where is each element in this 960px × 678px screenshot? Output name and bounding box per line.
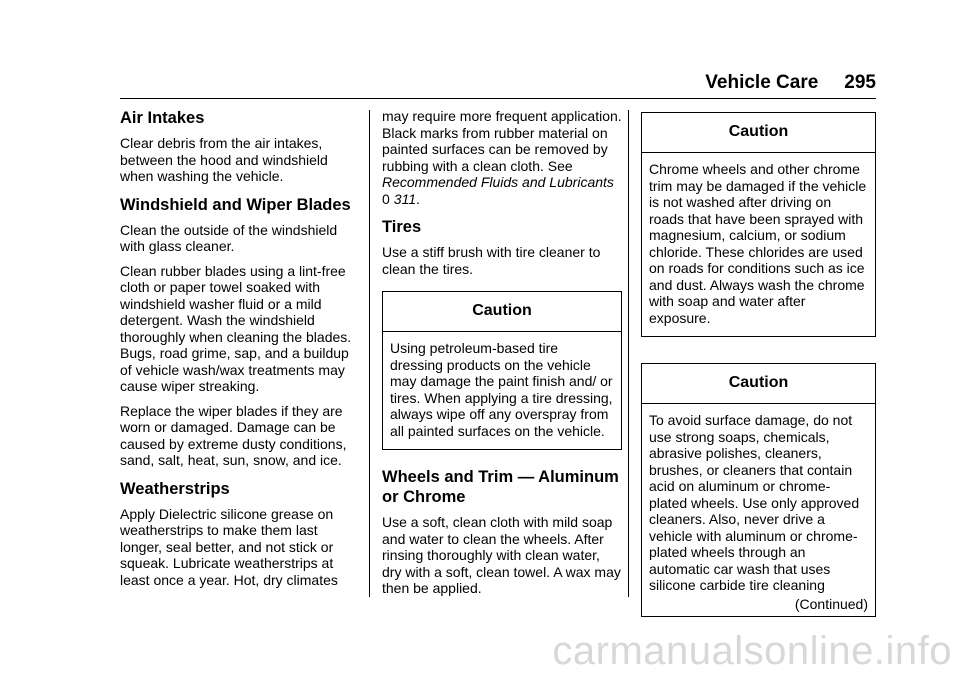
- air-intakes-text: Clear debris from the air intakes, between the hood and windshield when washing the vehicle.: [120, 135, 328, 184]
- wipers-paragraph-2: Clean rubber blades using a lint-free cloth or paper towel soaked with windshield washer fluid or a mild detergent. Wash the windshield thoroughly when cleaning the blades. Bugs, road grime, sap, and a buildup of vehicle wash/wax treatments may cause wiper streaking.: [120, 262, 352, 394]
- heading-wiper-blades: Windshield and Wiper Blades: [120, 195, 351, 214]
- caution-text: Using petroleum-based tire dressing products on the vehicle may damage the paint finish and/ or tires. When applying a tire dressing, always wipe off any overspray from all painted surfaces on the vehicle.: [390, 340, 613, 439]
- cross-reference-link[interactable]: Recommended Fluids and Lubricants: [382, 174, 614, 190]
- column-3: [641, 108, 876, 617]
- column-divider-2: [628, 110, 629, 597]
- caution-title: Caution: [642, 364, 875, 404]
- page-ref-number[interactable]: 311: [393, 190, 417, 207]
- continued-label: (Continued): [794, 595, 868, 612]
- wipers-paragraph-3: Replace the wiper blades if they are worn or damaged. Damage can be caused by extreme dusty conditions, sand, salt, heat, sun, snow, and ice.: [120, 402, 347, 468]
- caution-box-chrome: [641, 112, 876, 337]
- caution-body: [642, 404, 875, 616]
- heading-air-intakes: Air Intakes: [120, 109, 205, 127]
- continued-text: may require more frequent application. Black marks from rubber material on painted surfaces can be removed by rubbing with a clean cloth. See: [382, 108, 622, 174]
- tires-text: Use a stiff brush with tire cleaner to clean the tires.: [382, 244, 601, 277]
- caution-text: Chrome wheels and other chrome trim may be damaged if the vehicle is not washed after driving on roads that have been sprayed with magnesium, calcium, or sodium chloride. These chlorides are used on roads for conditions such as ice and dust. Always wash the chrome with soap and water after exposure.: [649, 161, 867, 326]
- heading-weatherstrips: Weatherstrips: [120, 479, 230, 498]
- wipers-paragraph-1: Clean the outside of the windshield with glass cleaner.: [120, 221, 338, 254]
- caution-title: Caution: [383, 292, 621, 332]
- section-title: Vehicle Care: [705, 72, 819, 93]
- header-title-block: [705, 72, 876, 94]
- heading-wheels-line-2: or Chrome: [382, 488, 466, 506]
- page-header: [120, 70, 876, 99]
- weatherstrips-text: Apply Dielectric silicone grease on weatherstrips to make them last longer, seal better, and not stick or squeak. Lubricate weatherstrips at least once a year. Hot, dry climates: [120, 505, 338, 588]
- caution-text: To avoid surface damage, do not use strong soaps, chemicals, abrasive polishes, cleaners, brushes, or cleaners that contain acid on aluminum or chrome-plated wheels. Use only approved cleaners. Also, never drive a vehicle with aluminum or chrome-plated wheels through an automatic car wash that uses silicone carbide tire cleaning: [649, 412, 860, 593]
- continued-paragraph: may require more frequent application. Black marks from rubber material on painted surfaces can be removed by rubbing with a clean cloth. See Recommended Fluids and Lubricants 0 311.: [382, 108, 622, 207]
- watermark: carmanualsonline.info: [552, 629, 952, 673]
- caution-box-surface-damage: [641, 363, 876, 617]
- column-divider-1: [369, 110, 370, 597]
- caution-box-tires: [382, 291, 622, 450]
- column-1: [120, 108, 360, 588]
- caution-title: Caution: [642, 113, 875, 153]
- heading-tires: Tires: [382, 218, 422, 236]
- heading-wheels-line-1: Wheels and Trim — Aluminum: [382, 468, 619, 486]
- wheels-text: Use a soft, clean cloth with mild soap and water to clean the wheels. After rinsing thoroughly with clean water, dry with a soft, clean towel. A wax may then be applied.: [382, 514, 621, 596]
- column-2: [382, 108, 622, 597]
- page-ref-symbol: 0: [382, 190, 390, 207]
- page-number: 295: [844, 72, 876, 93]
